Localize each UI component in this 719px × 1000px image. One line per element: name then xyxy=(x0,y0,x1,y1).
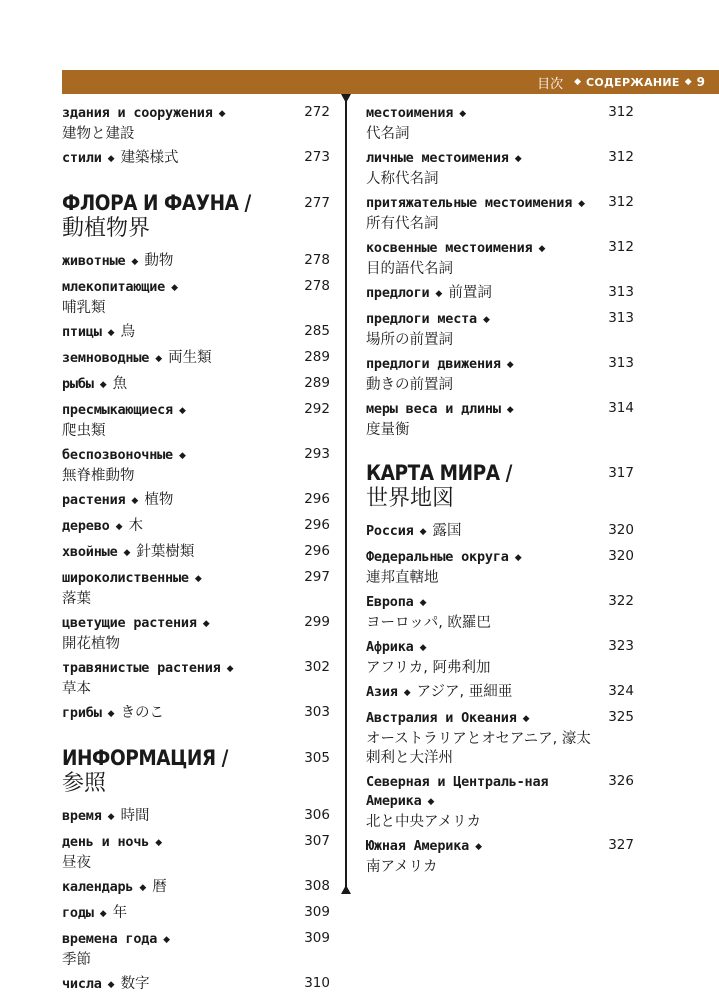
section-title: КАРТА МИРА / xyxy=(366,461,512,485)
toc-entry[interactable] xyxy=(366,283,634,304)
entry-jp-label: 針葉樹類 xyxy=(136,544,195,560)
page-number: 312 xyxy=(608,194,634,210)
bullet-icon: ◆ xyxy=(131,257,139,267)
page-number: 293 xyxy=(304,446,330,462)
entry-jp-label: 動物 xyxy=(144,253,174,269)
toc-entry[interactable] xyxy=(62,877,330,898)
page-number: 278 xyxy=(304,278,330,294)
bullet-icon: ◆ xyxy=(99,380,107,390)
toc-entry[interactable] xyxy=(366,521,634,542)
toc-entry[interactable] xyxy=(366,708,634,767)
entry-ru-label: Россия xyxy=(366,523,414,539)
toc-entry[interactable] xyxy=(62,568,330,608)
entry-jp-label: 草本 xyxy=(62,681,91,697)
bullet-icon: ◆ xyxy=(419,527,427,537)
bullet-icon: ◆ xyxy=(514,154,522,164)
entry-jp-label: オーストラリアとオセアニア, 濠太剌利と大洋州 xyxy=(366,731,591,766)
page-number: 272 xyxy=(304,104,330,120)
toc-entry[interactable] xyxy=(366,592,634,632)
bullet-icon: ◆ xyxy=(131,496,139,506)
section-title: ФЛОРА И ФАУНА / xyxy=(62,191,251,215)
page-number: 307 xyxy=(304,833,330,849)
page-number: 299 xyxy=(304,614,330,630)
entry-jp-label: 北と中央アメリカ xyxy=(366,814,481,830)
page-number: 277 xyxy=(304,195,330,211)
page-number: 296 xyxy=(304,543,330,559)
page-number: 273 xyxy=(304,149,330,165)
page-number: 312 xyxy=(608,149,634,165)
section-title: ИНФОРМАЦИЯ / xyxy=(62,746,228,770)
bullet-icon: ◆ xyxy=(538,244,546,254)
entry-ru-label: день и ночь xyxy=(62,834,150,850)
page-number: 326 xyxy=(608,773,634,789)
page-number: 314 xyxy=(608,400,634,416)
page-number: 313 xyxy=(608,355,634,371)
bullet-icon: ◆ xyxy=(218,109,226,119)
bullet-icon: ◆ xyxy=(506,405,514,415)
entry-ru-label: Северная и Централь-ная Америка xyxy=(366,774,549,809)
bullet-icon: ◆ xyxy=(99,909,107,919)
entry-jp-label: 建築様式 xyxy=(120,150,179,166)
toc-entry[interactable] xyxy=(62,542,330,563)
entry-ru-label: предлоги xyxy=(366,285,430,301)
entry-ru-label: земноводные xyxy=(62,350,150,366)
page-number: 297 xyxy=(304,569,330,585)
toc-entry[interactable] xyxy=(62,658,330,698)
entry-ru-label: числа xyxy=(62,976,102,992)
toc-entry[interactable] xyxy=(62,516,330,537)
toc-entry[interactable] xyxy=(62,322,330,343)
toc-entry[interactable] xyxy=(366,103,634,143)
bullet-icon: ◆ xyxy=(107,328,115,338)
toc-entry[interactable] xyxy=(366,547,634,587)
bullet-icon: ◆ xyxy=(123,548,131,558)
section-title-jp: 世界地図 xyxy=(366,486,455,511)
entry-jp-label: 度量衡 xyxy=(366,422,410,438)
entry-ru-label: косвенные местоимения xyxy=(366,240,533,256)
bullet-icon: ◆ xyxy=(139,883,147,893)
entry-ru-label: времена года xyxy=(62,931,158,947)
page-number: 310 xyxy=(304,975,330,991)
entry-jp-label: 場所の前置詞 xyxy=(366,332,453,348)
bullet-icon: ◆ xyxy=(419,643,427,653)
divider-arrow-bottom-icon xyxy=(341,885,351,894)
bullet-icon: ◆ xyxy=(475,842,482,852)
entry-ru-label: Азия xyxy=(366,684,398,700)
page-number: 312 xyxy=(608,104,634,120)
running-header xyxy=(62,70,719,94)
page-number: 323 xyxy=(608,638,634,654)
page-number: 296 xyxy=(304,491,330,507)
entry-jp-label: 爬虫類 xyxy=(62,423,106,439)
entry-jp-label: 年 xyxy=(112,905,128,921)
page-number: 309 xyxy=(304,930,330,946)
bullet-icon: ◆ xyxy=(107,709,115,719)
bullet-icon: ◆ xyxy=(179,406,186,416)
entry-ru-label: беспозвоночные xyxy=(62,447,173,463)
page-number: 308 xyxy=(304,878,330,894)
entry-jp-label: アジア, 亜細亜 xyxy=(416,684,513,700)
entry-ru-label: предлоги движения xyxy=(366,356,501,372)
entry-jp-label: 両生類 xyxy=(168,350,212,366)
toc-entry[interactable] xyxy=(62,929,330,969)
entry-jp-label: 木 xyxy=(128,518,143,534)
section-title-jp: 動植物界 xyxy=(62,216,151,241)
entry-jp-label: アフリカ, 阿弗利加 xyxy=(366,660,491,676)
toc-entry[interactable] xyxy=(62,903,330,924)
entry-ru-label: дерево xyxy=(62,518,110,534)
page-number: 320 xyxy=(608,548,634,564)
bullet-icon: ◆ xyxy=(506,360,514,370)
toc-entry[interactable] xyxy=(62,148,330,169)
page-number: 306 xyxy=(304,807,330,823)
divider-arrow-top-icon xyxy=(341,94,351,103)
entry-jp-label: 代名詞 xyxy=(366,126,410,142)
page-number: 312 xyxy=(608,239,634,255)
entry-jp-label: 哺乳類 xyxy=(62,300,106,316)
toc-entry[interactable] xyxy=(62,806,330,827)
entry-jp-label: 人称代名詞 xyxy=(366,171,439,187)
entry-jp-label: 建物と建設 xyxy=(62,126,135,142)
bullet-icon: ◆ xyxy=(427,797,435,807)
page-number: 289 xyxy=(304,375,330,391)
toc-entry[interactable] xyxy=(366,193,634,233)
entry-ru-label: млекопитающие xyxy=(62,279,166,295)
entry-jp-label: 開花植物 xyxy=(62,636,120,652)
page-number: 324 xyxy=(608,683,634,699)
page-number: 285 xyxy=(304,323,330,339)
entry-ru-label: личные местоимения xyxy=(366,150,509,166)
toc-entry[interactable] xyxy=(62,832,330,872)
entry-ru-label: местоимения xyxy=(366,105,454,121)
toc-entry[interactable] xyxy=(366,238,634,278)
entry-ru-label: цветущие растения xyxy=(62,615,197,631)
entry-ru-label: хвойные xyxy=(62,544,118,560)
bullet-icon: ◆ xyxy=(522,714,530,724)
toc-entry[interactable] xyxy=(62,703,330,724)
entry-jp-label: 連邦直轄地 xyxy=(366,570,439,586)
bullet-icon: ◆ xyxy=(419,598,427,608)
header-jp-title: 目次 xyxy=(537,76,564,92)
page-number: 309 xyxy=(304,904,330,920)
toc-entry[interactable] xyxy=(62,974,330,995)
page-number: 296 xyxy=(304,517,330,533)
entry-ru-label: грибы xyxy=(62,705,102,721)
entry-ru-label: птицы xyxy=(62,324,102,340)
bullet-icon: ◆ xyxy=(107,154,115,164)
page-number: 313 xyxy=(608,310,634,326)
header-page-number: 9 xyxy=(696,75,705,89)
bullet-icon: ◆ xyxy=(155,354,163,364)
bullet-icon: ◆ xyxy=(578,199,586,209)
entry-ru-label: Федеральные округа xyxy=(366,549,509,565)
entry-ru-label: здания и сооружения xyxy=(62,105,213,121)
entry-jp-label: 昼夜 xyxy=(62,855,91,871)
toc-entry[interactable] xyxy=(366,354,634,394)
entry-jp-label: 前置詞 xyxy=(448,285,492,301)
toc-entry[interactable] xyxy=(366,682,634,703)
entry-jp-label: 露国 xyxy=(432,523,462,539)
entry-jp-label: 魚 xyxy=(112,376,128,392)
toc-entry[interactable] xyxy=(62,348,330,369)
toc-entry[interactable] xyxy=(62,490,330,511)
entry-ru-label: стили xyxy=(62,150,102,166)
entry-ru-label: рыбы xyxy=(62,376,94,392)
toc-entry[interactable] xyxy=(366,309,634,349)
bullet-icon: ◆ xyxy=(115,522,123,532)
page-number: 320 xyxy=(608,522,634,538)
toc-entry[interactable] xyxy=(62,103,330,143)
toc-entry[interactable] xyxy=(62,251,330,272)
toc-entry[interactable] xyxy=(366,836,634,876)
page-number: 278 xyxy=(304,252,330,268)
toc-section-heading[interactable] xyxy=(62,746,330,798)
bullet-icon: ◆ xyxy=(226,664,234,674)
page-number: 327 xyxy=(608,837,634,853)
bullet-icon: ◆ xyxy=(171,283,178,293)
page-number: 305 xyxy=(304,750,330,766)
toc-entry[interactable] xyxy=(62,613,330,653)
entry-ru-label: Африка xyxy=(366,639,414,655)
entry-ru-label: Южная Америка xyxy=(366,838,470,854)
bullet-icon: ◆ xyxy=(194,574,202,584)
toc-entry[interactable] xyxy=(62,400,330,440)
bullet-icon: ◆ xyxy=(179,451,186,461)
entry-jp-label: きのこ xyxy=(120,705,165,721)
bullet-icon: ◆ xyxy=(514,553,522,563)
entry-ru-label: растения xyxy=(62,492,126,508)
toc-entry[interactable] xyxy=(62,445,330,485)
entry-jp-label: 暦 xyxy=(152,879,167,895)
entry-jp-label: 落葉 xyxy=(62,591,91,607)
entry-ru-label: меры веса и длины xyxy=(366,401,501,417)
bullet-icon: ◆ xyxy=(684,77,692,87)
toc-section-heading[interactable] xyxy=(366,461,634,513)
entry-ru-label: животные xyxy=(62,253,126,269)
entry-ru-label: Европа xyxy=(366,594,414,610)
section-title-jp: 参照 xyxy=(62,771,107,796)
entry-jp-label: 所有代名詞 xyxy=(366,216,439,232)
entry-jp-label: 無脊椎動物 xyxy=(62,468,135,484)
page-number: 313 xyxy=(608,284,634,300)
bullet-icon: ◆ xyxy=(574,77,582,87)
bullet-icon: ◆ xyxy=(435,289,443,299)
entry-jp-label: 植物 xyxy=(144,492,174,508)
page-number: 292 xyxy=(304,401,330,417)
page-number: 302 xyxy=(304,659,330,675)
page-number: 317 xyxy=(608,465,634,481)
column-divider xyxy=(345,96,347,892)
entry-ru-label: пресмыкающиеся xyxy=(62,402,173,418)
toc-entry[interactable] xyxy=(366,399,634,439)
toc-entry[interactable] xyxy=(62,277,330,317)
header-ru-title: СОДЕРЖАНИЕ xyxy=(586,75,680,89)
entry-jp-label: ヨーロッパ, 欧羅巴 xyxy=(366,615,491,631)
entry-jp-label: 数字 xyxy=(120,976,150,992)
page-number: 289 xyxy=(304,349,330,365)
entry-ru-label: время xyxy=(62,808,102,824)
entry-jp-label: 南アメリカ xyxy=(366,859,438,875)
entry-ru-label: широколиственные xyxy=(62,570,189,586)
toc-entry[interactable] xyxy=(62,374,330,395)
bullet-icon: ◆ xyxy=(107,980,115,990)
page-number: 325 xyxy=(608,709,634,725)
bullet-icon: ◆ xyxy=(163,935,171,945)
toc-section-heading[interactable] xyxy=(62,191,330,243)
entry-jp-label: 季節 xyxy=(62,952,91,968)
entry-jp-label: 時間 xyxy=(120,808,150,824)
bullet-icon: ◆ xyxy=(459,109,467,119)
entry-ru-label: травянистые растения xyxy=(62,660,221,676)
toc-entry[interactable] xyxy=(366,637,634,677)
entry-ru-label: календарь xyxy=(62,879,134,895)
toc-entry[interactable] xyxy=(366,148,634,188)
entry-ru-label: притяжательные местоимения xyxy=(366,195,573,211)
page-number: 303 xyxy=(304,704,330,720)
bullet-icon: ◆ xyxy=(483,315,490,325)
entry-jp-label: 動きの前置詞 xyxy=(366,377,453,393)
entry-ru-label: Австралия и Океания xyxy=(366,710,517,726)
toc-left-column xyxy=(62,103,330,1000)
toc-right-column xyxy=(366,103,634,881)
entry-ru-label: предлоги места xyxy=(366,311,477,327)
bullet-icon: ◆ xyxy=(202,619,210,629)
bullet-icon: ◆ xyxy=(155,838,163,848)
entry-ru-label: годы xyxy=(62,905,94,921)
bullet-icon: ◆ xyxy=(403,688,411,698)
entry-jp-label: 目的語代名詞 xyxy=(366,261,453,277)
bullet-icon: ◆ xyxy=(107,812,115,822)
page-number: 322 xyxy=(608,593,634,609)
entry-jp-label: 鳥 xyxy=(120,324,136,340)
toc-entry[interactable] xyxy=(366,772,634,831)
